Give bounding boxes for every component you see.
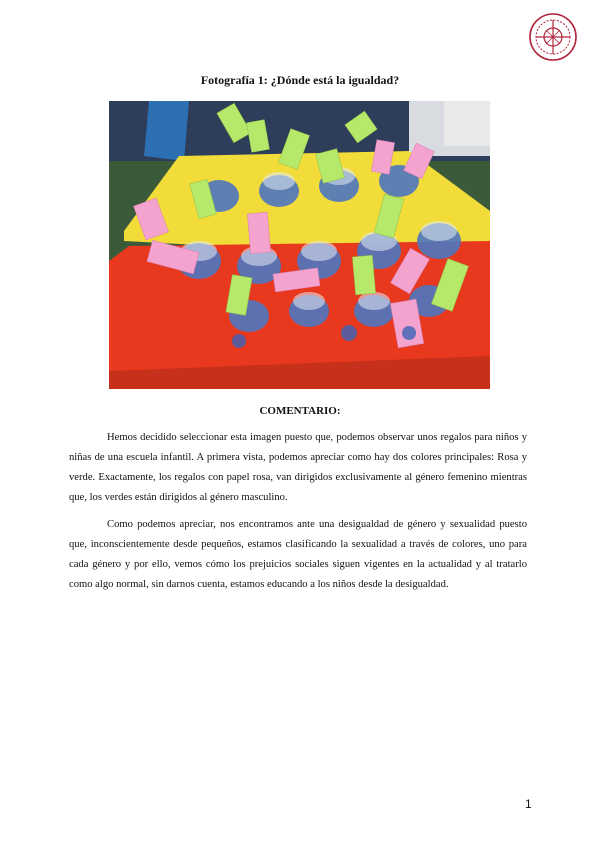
comment-paragraph-1: Hemos decidido seleccionar esta imagen puesto que, podemos observar unos regalos para niños y niñas de una escuela infantil. A primera vista, podemos apreciar como hay dos colores principales: Rosa y verde. Exactamente, los regalos con papel rosa, van dirigidos exclusivamente al género femenino mientras que, los verdes están dirigidos al género masculino. — [69, 432, 527, 503]
page-number: 1 — [525, 797, 532, 811]
comment-heading: COMENTARIO: — [259, 405, 341, 417]
comment-paragraph-2: Como podemos apreciar, nos encontramos ante una desigualdad de género y sexualidad puesto que, inconscientemente desde pequeños, estamos clasificando la sexualidad a través de colores, uno para cada género y por ello, vemos cómo los prejuicios sociales siguen vigentes en la actualidad y al tratarlo como algo normal, sin darnos cuenta, estamos educando a los niños desde la desigualdad. — [69, 519, 527, 590]
university-seal-icon — [528, 12, 578, 62]
gifts-photo — [109, 101, 490, 389]
photo-title: Fotografía 1: ¿Dónde está la igualdad? — [200, 73, 400, 87]
